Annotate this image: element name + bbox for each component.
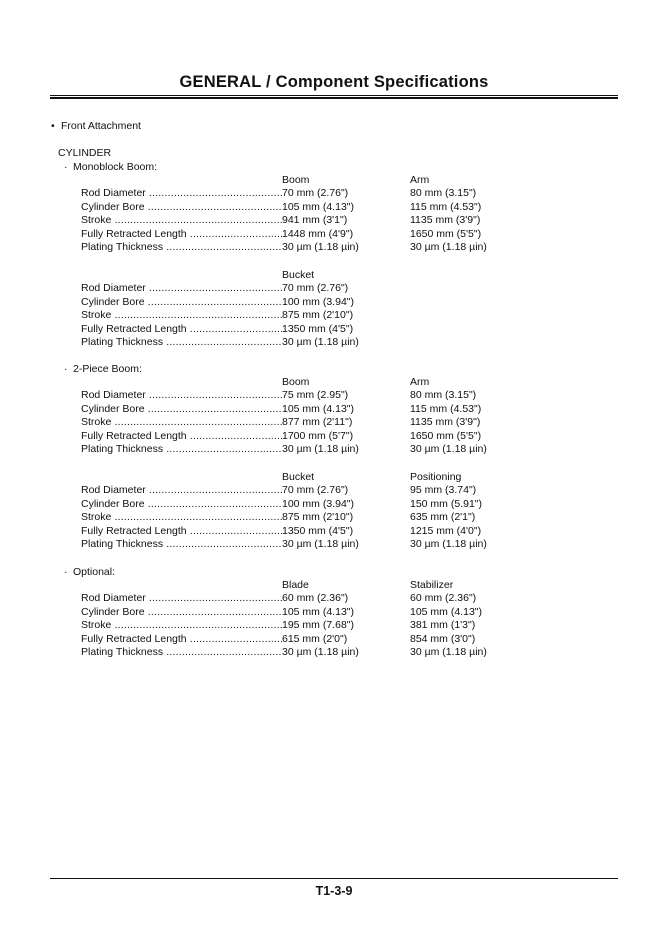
spec-label: Stroke ..... [81,511,282,523]
spec-value: 941 mm (3'1") [282,214,348,226]
spec-label: Fully Retracted Length ..... [81,525,282,537]
spec-label: Rod Diameter ..... [81,484,282,496]
spec-label: Cylinder Bore ..... [81,403,282,415]
spec-label: Cylinder Bore ..... [81,606,282,618]
spec-row [0,592,668,606]
section-heading [64,566,115,578]
spec-row [0,201,668,215]
spec-value: 30 µm (1.18 µin) [282,443,359,455]
spec-label: Rod Diameter ..... [81,389,282,401]
spec-value: 100 mm (3.94") [282,498,355,510]
spec-row [0,282,668,296]
column-header: Positioning [410,471,462,483]
spec-row [0,214,668,228]
spec-value: 70 mm (2.76") [282,484,349,496]
spec-value: 30 µm (1.18 µin) [282,538,359,550]
spec-label: Plating Thickness ..... [81,336,282,348]
spec-value: 1135 mm (3'9") [410,416,481,428]
spec-value: 1650 mm (5'5") [410,430,482,442]
footer-rule [50,878,618,879]
spec-label: Plating Thickness ..... [81,646,282,658]
column-header: Boom [282,174,310,186]
header-rule-thin [50,95,618,96]
spec-value: 1448 mm (4'9") [282,228,354,240]
spec-label: Stroke ..... [81,309,282,321]
spec-label: Plating Thickness ..... [81,241,282,253]
spec-value: 1135 mm (3'9") [410,214,481,226]
column-header: Arm [410,174,430,186]
sub-bullet-icon: · [64,363,68,375]
spec-row [0,228,668,242]
spec-value: 60 mm (2.36") [410,592,477,604]
spec-value: 30 µm (1.18 µin) [410,646,487,658]
spec-label: Rod Diameter ..... [81,282,282,294]
spec-label: Plating Thickness ..... [81,443,282,455]
section-heading-label: 2-Piece Boom: [73,363,142,375]
spec-label: Stroke ..... [81,416,282,428]
spec-value: 105 mm (4.13") [282,606,355,618]
spec-value: 877 mm (2'11") [282,416,353,428]
spec-row [0,403,668,417]
spec-value: 195 mm (7.68") [282,619,355,631]
spec-value: 30 µm (1.18 µin) [410,538,487,550]
spec-label: Cylinder Bore ..... [81,498,282,510]
front-attachment-label: Front Attachment [61,120,141,132]
spec-value: 100 mm (3.94") [282,296,355,308]
spec-label: Fully Retracted Length ..... [81,228,282,240]
column-header: Boom [282,376,310,388]
column-header: Arm [410,376,430,388]
spec-value: 615 mm (2'0") [282,633,348,645]
spec-row [0,511,668,525]
spec-value: 30 µm (1.18 µin) [282,336,359,348]
spec-value: 115 mm (4.53") [410,403,482,415]
spec-value: 1650 mm (5'5") [410,228,482,240]
spec-label: Fully Retracted Length ..... [81,633,282,645]
spec-row [0,646,668,660]
spec-label: Cylinder Bore ..... [81,201,282,213]
spec-row [0,430,668,444]
spec-value: 30 µm (1.18 µin) [410,443,487,455]
column-header: Stabilizer [410,579,454,591]
spec-row [0,241,668,255]
spec-value: 105 mm (4.13") [282,403,355,415]
section-heading-label: Optional: [73,566,116,578]
spec-value: 381 mm (1'3") [410,619,476,631]
spec-label: Plating Thickness ..... [81,538,282,550]
spec-value: 1215 mm (4'0") [410,525,482,537]
section-heading-label: Monoblock Boom: [73,161,158,173]
spec-value: 70 mm (2.76") [282,282,349,294]
spec-label: Cylinder Bore ..... [81,296,282,308]
spec-row [0,323,668,337]
spec-value: 95 mm (3.74") [410,484,477,496]
spec-row [0,296,668,310]
spec-value: 1350 mm (4'5") [282,525,354,537]
column-header: Bucket [282,471,315,483]
front-attachment-heading [51,120,141,132]
spec-value: 30 µm (1.18 µin) [282,646,359,658]
column-header: Bucket [282,269,315,281]
spec-row [0,187,668,201]
spec-value: 80 mm (3.15") [410,187,477,199]
spec-value: 70 mm (2.76") [282,187,349,199]
header-rule-thick [50,97,618,99]
spec-row [0,336,668,350]
spec-value: 875 mm (2'10") [282,309,354,321]
spec-value: 150 mm (5.91") [410,498,483,510]
spec-value: 105 mm (4.13") [410,606,483,618]
page-number: T1-3-9 [315,884,353,898]
column-header: Blade [282,579,309,591]
spec-row [0,498,668,512]
spec-value: 75 mm (2.95") [282,389,349,401]
section-heading [64,161,157,173]
spec-value: 60 mm (2.36") [282,592,349,604]
spec-row [0,484,668,498]
spec-label: Rod Diameter ..... [81,592,282,604]
spec-value: 875 mm (2'10") [282,511,354,523]
spec-value: 1350 mm (4'5") [282,323,354,335]
page-title: GENERAL / Component Specifications [179,73,489,91]
section-heading [64,363,142,375]
spec-label: Rod Diameter ..... [81,187,282,199]
spec-row [0,389,668,403]
spec-row [0,525,668,539]
spec-value: 105 mm (4.13") [282,201,355,213]
sub-bullet-icon: · [64,566,68,578]
spec-row [0,416,668,430]
spec-row [0,619,668,633]
spec-value: 115 mm (4.53") [410,201,482,213]
spec-row [0,443,668,457]
spec-row [0,633,668,647]
spec-value: 30 µm (1.18 µin) [282,241,359,253]
sub-bullet-icon: · [64,161,68,173]
spec-row [0,538,668,552]
spec-value: 80 mm (3.15") [410,389,477,401]
spec-label: Fully Retracted Length ..... [81,323,282,335]
spec-value: 635 mm (2'1") [410,511,476,523]
spec-label: Stroke ..... [81,214,282,226]
spec-value: 854 mm (3'0") [410,633,476,645]
spec-row [0,606,668,620]
spec-label: Fully Retracted Length ..... [81,430,282,442]
spec-value: 30 µm (1.18 µin) [410,241,487,253]
spec-label: Stroke ..... [81,619,282,631]
cylinder-heading: CYLINDER [58,147,112,159]
bullet-icon: • [51,120,55,132]
spec-row [0,309,668,323]
spec-value: 1700 mm (5'7") [282,430,354,442]
